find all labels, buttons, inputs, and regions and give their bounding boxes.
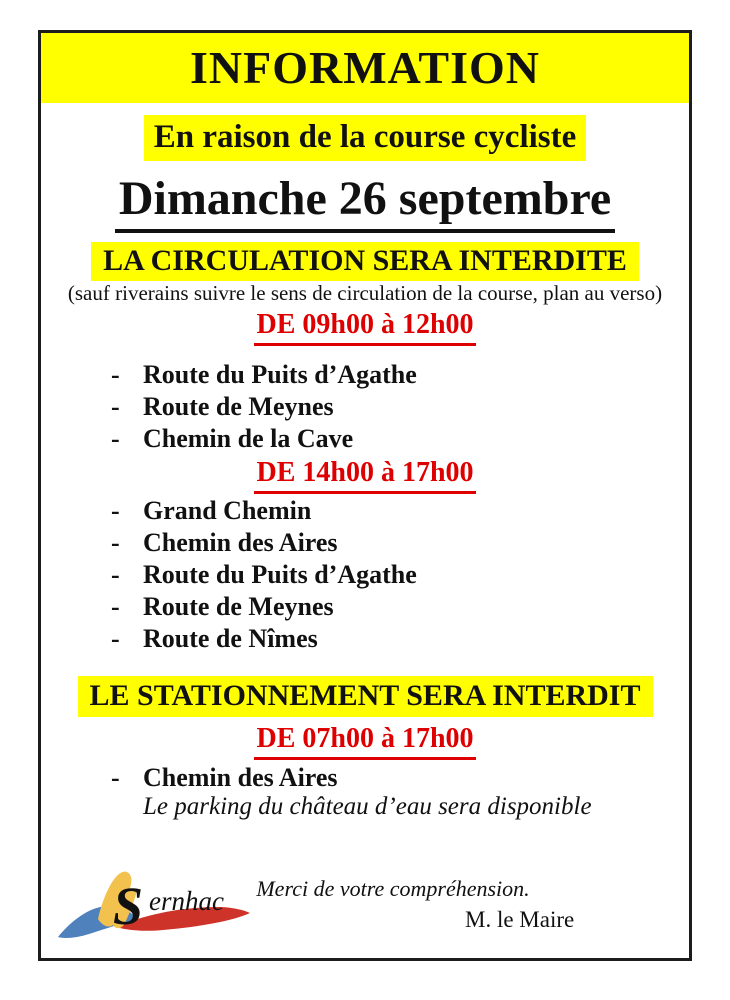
bullet-dash: - bbox=[111, 360, 120, 389]
event-date bbox=[41, 173, 689, 233]
reason-highlight: En raison de la course cycliste bbox=[144, 115, 587, 161]
period-2-time-text: DE 14h00 à 17h00 bbox=[254, 457, 475, 494]
event-date-text: Dimanche 26 septembre bbox=[115, 173, 615, 233]
thanks-line: Merci de votre compréhension. bbox=[256, 876, 530, 901]
bullet-dash: - bbox=[111, 424, 120, 453]
period-1-time bbox=[41, 309, 689, 346]
street-label: Route de Nîmes bbox=[143, 624, 318, 653]
stationnement-street-list bbox=[41, 762, 689, 794]
circulation-heading bbox=[41, 242, 689, 281]
circulation-note: (sauf riverains suivre le sens de circulation de la course, plan au verso) bbox=[67, 281, 663, 305]
street-label: Route du Puits d’Agathe bbox=[143, 360, 417, 389]
stationnement-heading-highlight: LE STATIONNEMENT SERA INTERDIT bbox=[78, 676, 653, 717]
circulation-heading-highlight: LA CIRCULATION SERA INTERDITE bbox=[91, 242, 639, 281]
period-1-street-list bbox=[41, 359, 689, 455]
bullet-dash: - bbox=[111, 592, 120, 621]
street-item bbox=[111, 623, 689, 655]
signature: M. le Maire bbox=[465, 907, 575, 932]
poster-frame bbox=[38, 30, 692, 961]
street-item bbox=[111, 559, 689, 591]
stationnement-time bbox=[41, 723, 689, 760]
bullet-dash: - bbox=[111, 624, 120, 653]
period-1-time-text: DE 09h00 à 12h00 bbox=[254, 309, 475, 346]
street-label: Route de Meynes bbox=[143, 592, 334, 621]
stationnement-time-text: DE 07h00 à 17h00 bbox=[254, 723, 475, 760]
parking-note: Le parking du château d’eau sera disponible bbox=[143, 793, 592, 820]
street-item bbox=[111, 391, 689, 423]
street-item bbox=[111, 762, 689, 794]
street-item bbox=[111, 591, 689, 623]
logo-wordmark: ernhac bbox=[149, 886, 224, 916]
reason-line bbox=[41, 115, 689, 161]
street-label: Chemin de la Cave bbox=[143, 424, 354, 453]
street-item bbox=[111, 359, 689, 391]
street-label: Grand Chemin bbox=[143, 496, 312, 525]
period-2-street-list bbox=[41, 495, 689, 655]
street-label: Chemin des Aires bbox=[143, 763, 338, 792]
period-2-time bbox=[41, 457, 689, 494]
street-label: Route de Meynes bbox=[143, 392, 334, 421]
bullet-dash: - bbox=[111, 560, 120, 589]
street-item bbox=[111, 423, 689, 455]
information-banner: INFORMATION bbox=[41, 33, 689, 103]
bullet-dash: - bbox=[111, 763, 120, 792]
bullet-dash: - bbox=[111, 528, 120, 557]
street-label: Chemin des Aires bbox=[143, 528, 338, 557]
bullet-dash: - bbox=[111, 496, 120, 525]
logo-initial: S bbox=[113, 876, 144, 936]
bullet-dash: - bbox=[111, 392, 120, 421]
street-label: Route du Puits d’Agathe bbox=[143, 560, 417, 589]
street-item bbox=[111, 495, 689, 527]
street-item bbox=[111, 527, 689, 559]
stationnement-heading bbox=[41, 676, 689, 717]
